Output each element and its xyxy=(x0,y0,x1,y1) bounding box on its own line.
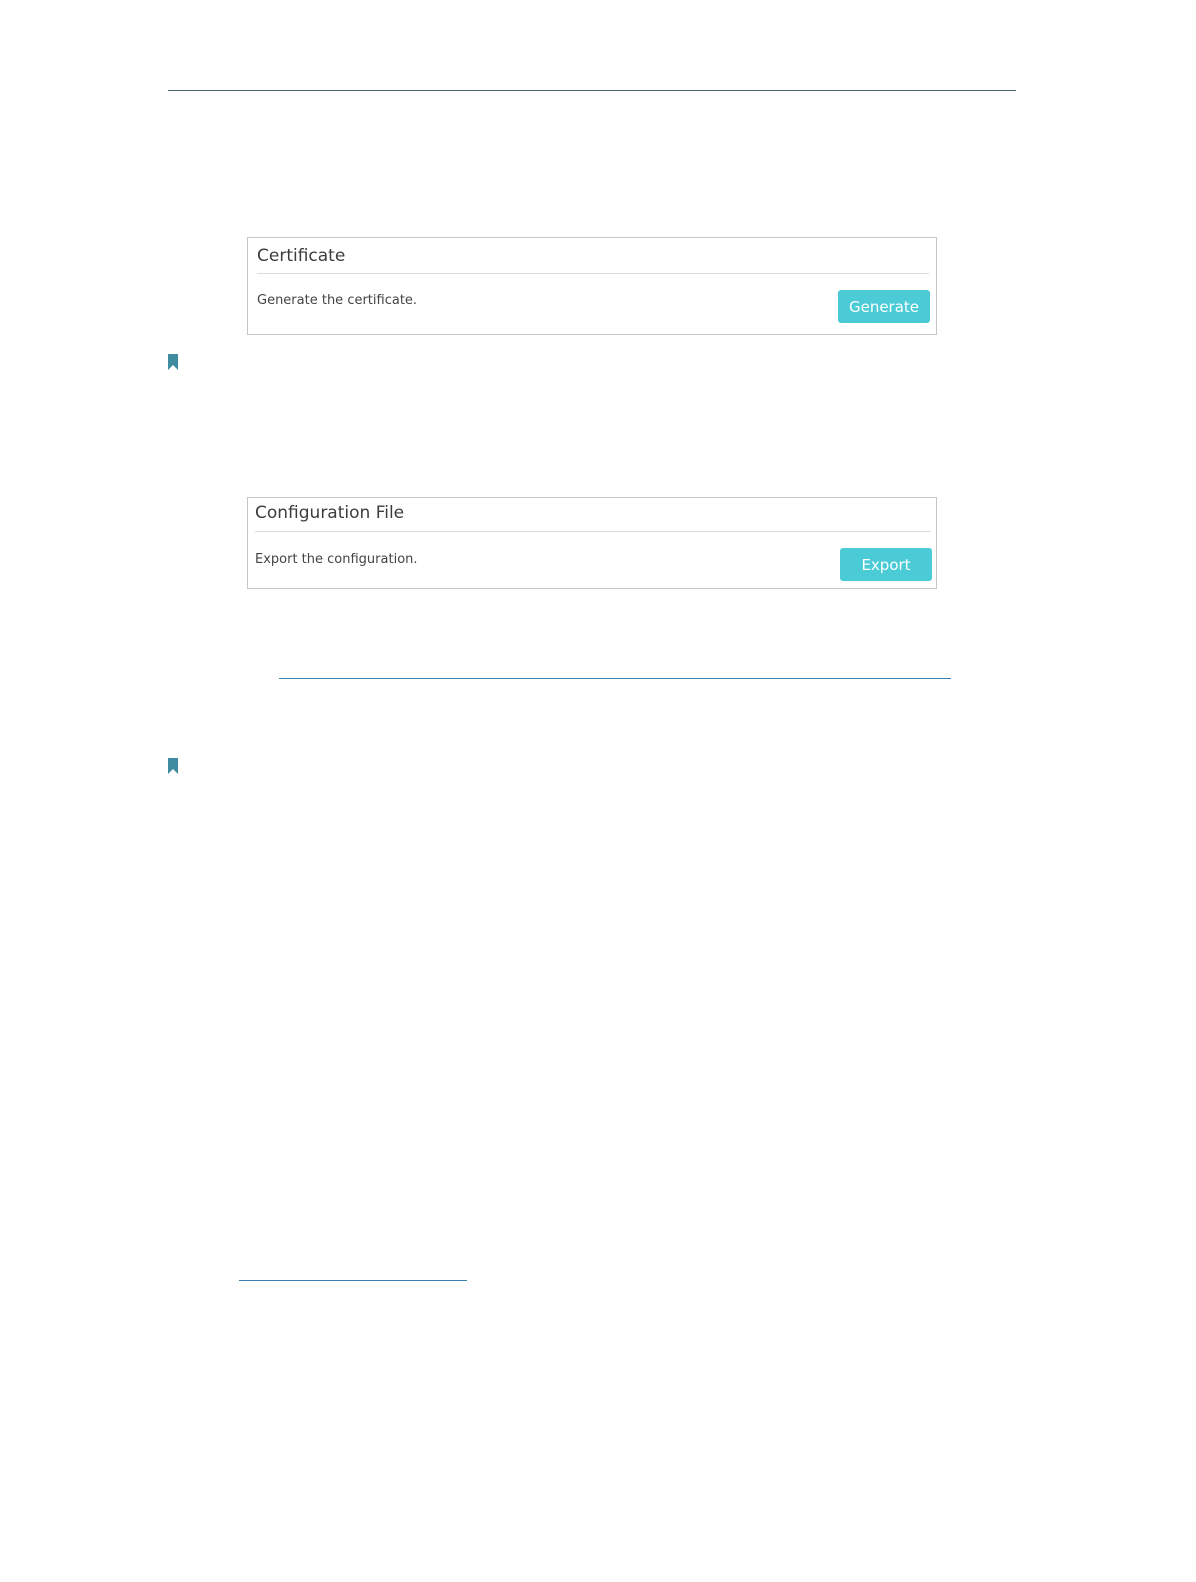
bookmark-icon xyxy=(168,354,178,370)
certificate-panel-divider xyxy=(257,273,929,274)
bookmark-icon xyxy=(168,758,178,774)
certificate-panel-title: Certificate xyxy=(257,246,346,266)
certificate-panel-description: Generate the certificate. xyxy=(257,293,418,308)
configuration-file-panel-title: Configuration File xyxy=(255,503,405,523)
header-rule xyxy=(168,90,1016,91)
configuration-file-panel-divider xyxy=(255,531,931,532)
configuration-file-panel xyxy=(247,497,937,589)
link-underline[interactable] xyxy=(279,678,951,679)
generate-button[interactable]: Generate xyxy=(838,290,930,323)
configuration-file-panel-description: Export the configuration. xyxy=(255,552,418,567)
certificate-panel xyxy=(247,237,937,335)
link-underline[interactable] xyxy=(239,1280,467,1281)
export-button[interactable]: Export xyxy=(840,548,932,581)
